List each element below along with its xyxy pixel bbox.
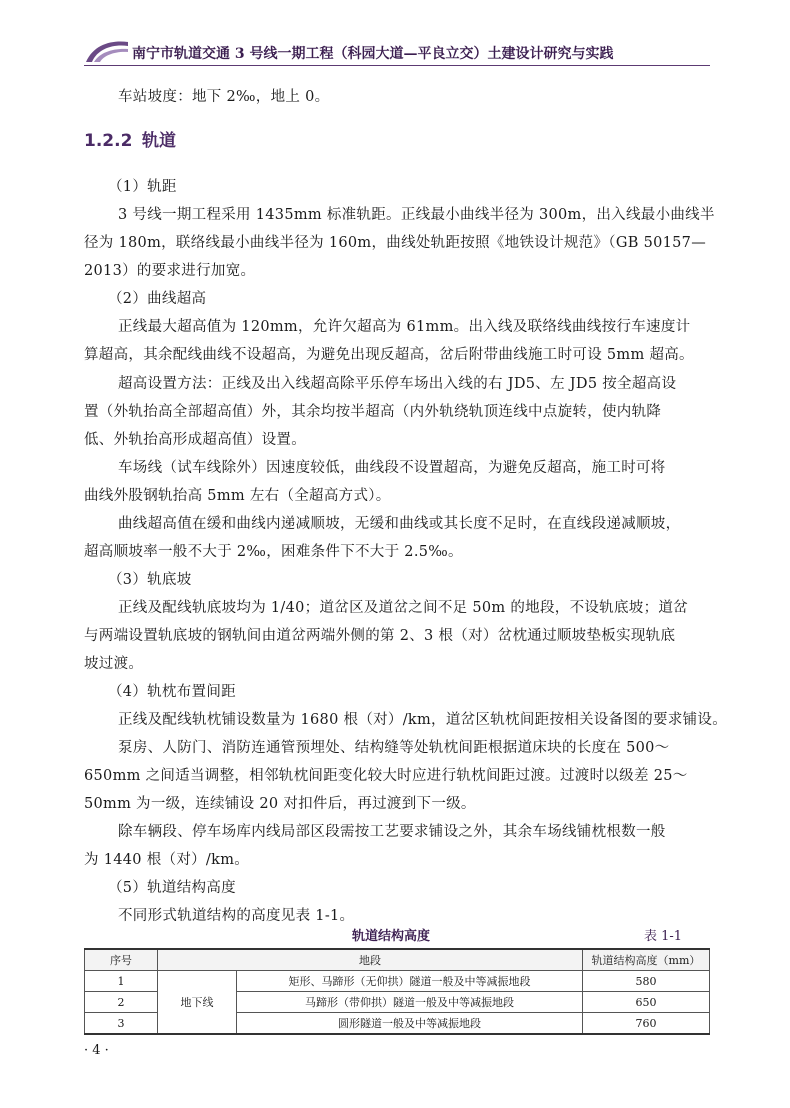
paragraph-line: 车站坡度：地下 2‰，地上 0。 xyxy=(118,89,330,105)
paragraph-line: 正线及配线轨底坡均为 1/40；道岔区及道岔之间不足 50m 的地段，不设轨底坡；道岔 xyxy=(118,600,688,616)
column-header-section: 地段 xyxy=(158,949,583,971)
section-number: 1.2.2 xyxy=(84,131,133,151)
paragraph-line: 算超高，其余配线曲线不设超高，为避免出现反超高，岔后附带曲线施工时可设 5mm 超高。 xyxy=(84,347,694,363)
table-number: 表 1-1 xyxy=(644,929,683,944)
cell-section: 马蹄形（带仰拱）隧道一般及中等减振地段 xyxy=(237,992,583,1013)
table-row xyxy=(85,971,710,992)
paragraph-line: 超高顺坡率一般不大于 2‰，困难条件下不大于 2.5‰。 xyxy=(84,544,463,560)
paragraph-line: 2013）的要求进行加宽。 xyxy=(84,263,256,279)
cell-no: 3 xyxy=(85,1013,158,1035)
paragraph-line: 50mm 为一级，连续铺设 20 对扣件后，再过渡到下一级。 xyxy=(84,796,476,812)
cell-group: 地下线 xyxy=(158,971,237,1035)
column-header-no: 序号 xyxy=(85,949,158,971)
subheading: （4）轨枕布置间距 xyxy=(108,684,236,700)
paragraph-line: 正线最大超高值为 120mm，允许欠超高为 61mm。出入线及联络线曲线按行车速度计 xyxy=(118,319,691,335)
paragraph-line: 置（外轨抬高全部超高值）外，其余均按半超高（内外轨绕轨顶连线中点旋转，使内轨降 xyxy=(84,404,662,420)
subheading: （1）轨距 xyxy=(108,179,177,195)
cell-no: 2 xyxy=(85,992,158,1013)
paragraph-line: 泵房、人防门、消防连通管预埋处、结构缝等处轨枕间距根据道床块的长度在 500～ xyxy=(118,740,670,756)
cell-section: 圆形隧道一般及中等减振地段 xyxy=(237,1013,583,1035)
paragraph-line: 车场线（试车线除外）因速度较低，曲线段不设置超高，为避免反超高，施工时可将 xyxy=(118,460,666,476)
cell-no: 1 xyxy=(85,971,158,992)
subheading: （5）轨道结构高度 xyxy=(108,880,236,896)
paragraph-line: 坡过渡。 xyxy=(84,656,144,672)
table-header-row xyxy=(85,949,710,971)
cell-height: 580 xyxy=(583,971,710,992)
paragraph-line: 曲线外股钢轨抬高 5mm 左右（全超高方式）。 xyxy=(84,488,391,504)
section-heading xyxy=(84,126,176,151)
header-rule xyxy=(84,65,710,66)
paragraph-line: 正线及配线轨枕铺设数量为 1680 根（对）/km，道岔区轨枕间距按相关设备图的要求铺设。 xyxy=(118,712,728,728)
track-height-table xyxy=(84,948,710,1035)
cell-section: 矩形、马蹄形（无仰拱）隧道一般及中等减振地段 xyxy=(237,971,583,992)
subheading: （2）曲线超高 xyxy=(108,291,207,307)
table-caption: 轨道结构高度 xyxy=(352,929,431,944)
paragraph-line: 径为 180m，联络线最小曲线半径为 160m，曲线处轨距按照《地铁设计规范》（GB 50157— xyxy=(84,235,706,251)
subheading: （3）轨底坡 xyxy=(108,572,192,588)
paragraph-line: 不同形式轨道结构的高度见表 1-1。 xyxy=(118,908,355,924)
page-header xyxy=(84,38,710,66)
cell-height: 650 xyxy=(583,992,710,1013)
paragraph-line: 为 1440 根（对）/km。 xyxy=(84,852,250,868)
column-header-height: 轨道结构高度（mm） xyxy=(583,949,710,971)
paragraph-line: 除车辆段、停车场库内线局部区段需按工艺要求铺设之外，其余车场线铺枕根数一般 xyxy=(118,824,666,840)
section-title: 轨道 xyxy=(142,131,176,151)
paragraph-line: 与两端设置轨底坡的钢轨间由道岔两端外侧的第 2、3 根（对）岔枕通过顺坡垫板实现轨底 xyxy=(84,628,676,644)
paragraph-line: 3 号线一期工程采用 1435mm 标准轨距。正线最小曲线半径为 300m，出入线最小曲线半 xyxy=(118,207,715,223)
paragraph-line: 低、外轨抬高形成超高值）设置。 xyxy=(84,432,306,448)
paragraph-line: 曲线超高值在缓和曲线内递减顺坡，无缓和曲线或其长度不足时，在直线段递减顺坡， xyxy=(118,516,681,532)
cell-height: 760 xyxy=(583,1013,710,1035)
header-title: 南宁市轨道交通 3 号线一期工程（科园大道—平良立交）土建设计研究与实践 xyxy=(132,46,614,62)
page-number: · 4 · xyxy=(84,1043,109,1058)
paragraph-line: 650mm 之间适当调整，相邻轨枕间距变化较大时应进行轨枕间距过渡。过渡时以级差 25～ xyxy=(84,768,688,784)
paragraph-line: 超高设置方法：正线及出入线超高除平乐停车场出入线的右 JD5、左 JD5 按全超高设 xyxy=(118,376,677,392)
logo-swoosh-icon xyxy=(84,38,128,64)
